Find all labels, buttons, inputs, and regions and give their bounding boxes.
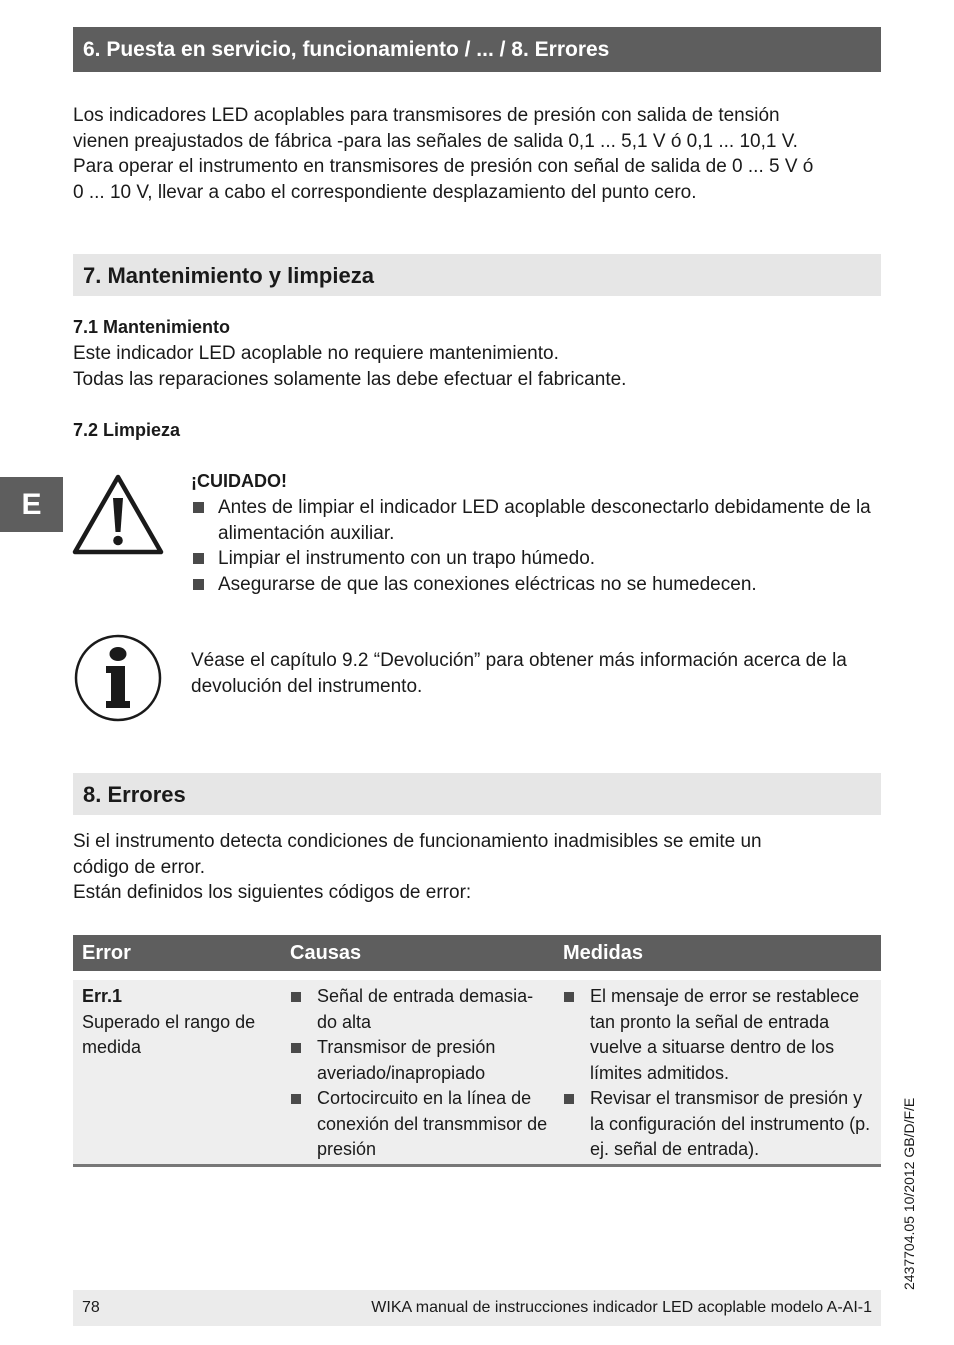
caution-list — [191, 495, 883, 597]
errors-intro-line: Si el instrumento detecta condiciones de funcionamiento inadmisibles se emite un — [73, 831, 762, 852]
errors-intro-line: Están definidos los siguientes códigos de error: — [73, 882, 472, 903]
maintenance-line: Este indicador LED acoplable no requiere mantenimiento. — [73, 343, 559, 364]
intro-line: vienen preajustados de fábrica -para las señales de salida 0,1 ... 5,1 V ó 0,1 ... 10,1 V. — [73, 130, 798, 152]
error-description: Superado el rango de medida — [82, 1011, 256, 1057]
error-cell — [82, 984, 277, 1061]
caution-item: Limpiar el instrumento con un trapo húmedo. — [191, 546, 883, 572]
info-text: Véase el capítulo 9.2 “Devolución” para obtener más información acerca de la devolución del instrumento. — [191, 650, 847, 697]
footer-text: WIKA manual de instrucciones indicador LED acoplable modelo A-AI-1 — [371, 1299, 872, 1316]
document-code: 2437704.05 10/2012 GB/D/F/E — [901, 1097, 917, 1290]
chapter-header: 6. Puesta en servicio, funcionamiento / ... / 8. Errores — [73, 27, 881, 72]
cause-item: Transmisor de presión averiado/inapropiado — [290, 1035, 550, 1086]
causes-list — [290, 984, 550, 1163]
intro-line: Los indicadores LED acoplables para transmisores de presión con salida de tensión — [73, 105, 780, 126]
intro-line: Para operar el instrumento en transmisores de presión con señal de salida de 0 ... 5 V ó — [73, 156, 814, 177]
section-8-header: 8. Errores — [73, 773, 881, 815]
subsection-7-1-title: 7.1 Mantenimiento — [73, 317, 231, 337]
section-7-header: 7. Mantenimiento y limpieza — [73, 254, 881, 296]
column-header-error: Error — [82, 942, 131, 964]
info-icon — [73, 633, 163, 723]
cause-item: Cortocircuito en la línea de conexión del transmmisor de presión — [290, 1086, 550, 1163]
column-header-measures: Medidas — [563, 942, 644, 964]
intro-paragraph — [73, 103, 881, 205]
intro-line: 0 ... 10 V, llevar a cabo el correspondiente desplazamiento del punto cero. — [73, 181, 697, 203]
caution-item: Antes de limpiar el indicador LED acoplable desconectarlo debidamente de la alimentación auxiliar. — [191, 495, 883, 546]
subsection-7-2-title: 7.2 Limpieza — [73, 420, 181, 440]
page-footer — [73, 1290, 881, 1326]
caution-item: Asegurarse de que las conexiones eléctricas no se humedecen. — [191, 572, 883, 598]
table-row — [73, 980, 881, 1167]
page-number: 78 — [82, 1299, 100, 1316]
language-tab: E — [0, 477, 63, 532]
measure-item: Revisar el transmisor de presión y la configuración del instrumento (p. ej. señal de entrada). — [563, 1086, 878, 1163]
measure-item: El mensaje de error se restablece tan pronto la señal de entrada vuelve a situarse dentro de los límites admitidos. — [563, 984, 878, 1086]
warning-triangle-icon — [72, 474, 164, 556]
maintenance-paragraph — [73, 341, 881, 392]
error-table-header — [73, 935, 881, 971]
error-code: Err.1 — [82, 986, 123, 1006]
errors-intro — [73, 829, 881, 906]
cause-item: Señal de entrada demasia-do alta — [290, 984, 550, 1035]
errors-intro-line: código de error. — [73, 856, 206, 878]
caution-title: ¡CUIDADO! — [191, 471, 287, 491]
measures-list — [563, 984, 878, 1163]
column-header-causes: Causas — [290, 942, 362, 964]
maintenance-line: Todas las reparaciones solamente las debe efectuar el fabricante. — [73, 368, 627, 390]
